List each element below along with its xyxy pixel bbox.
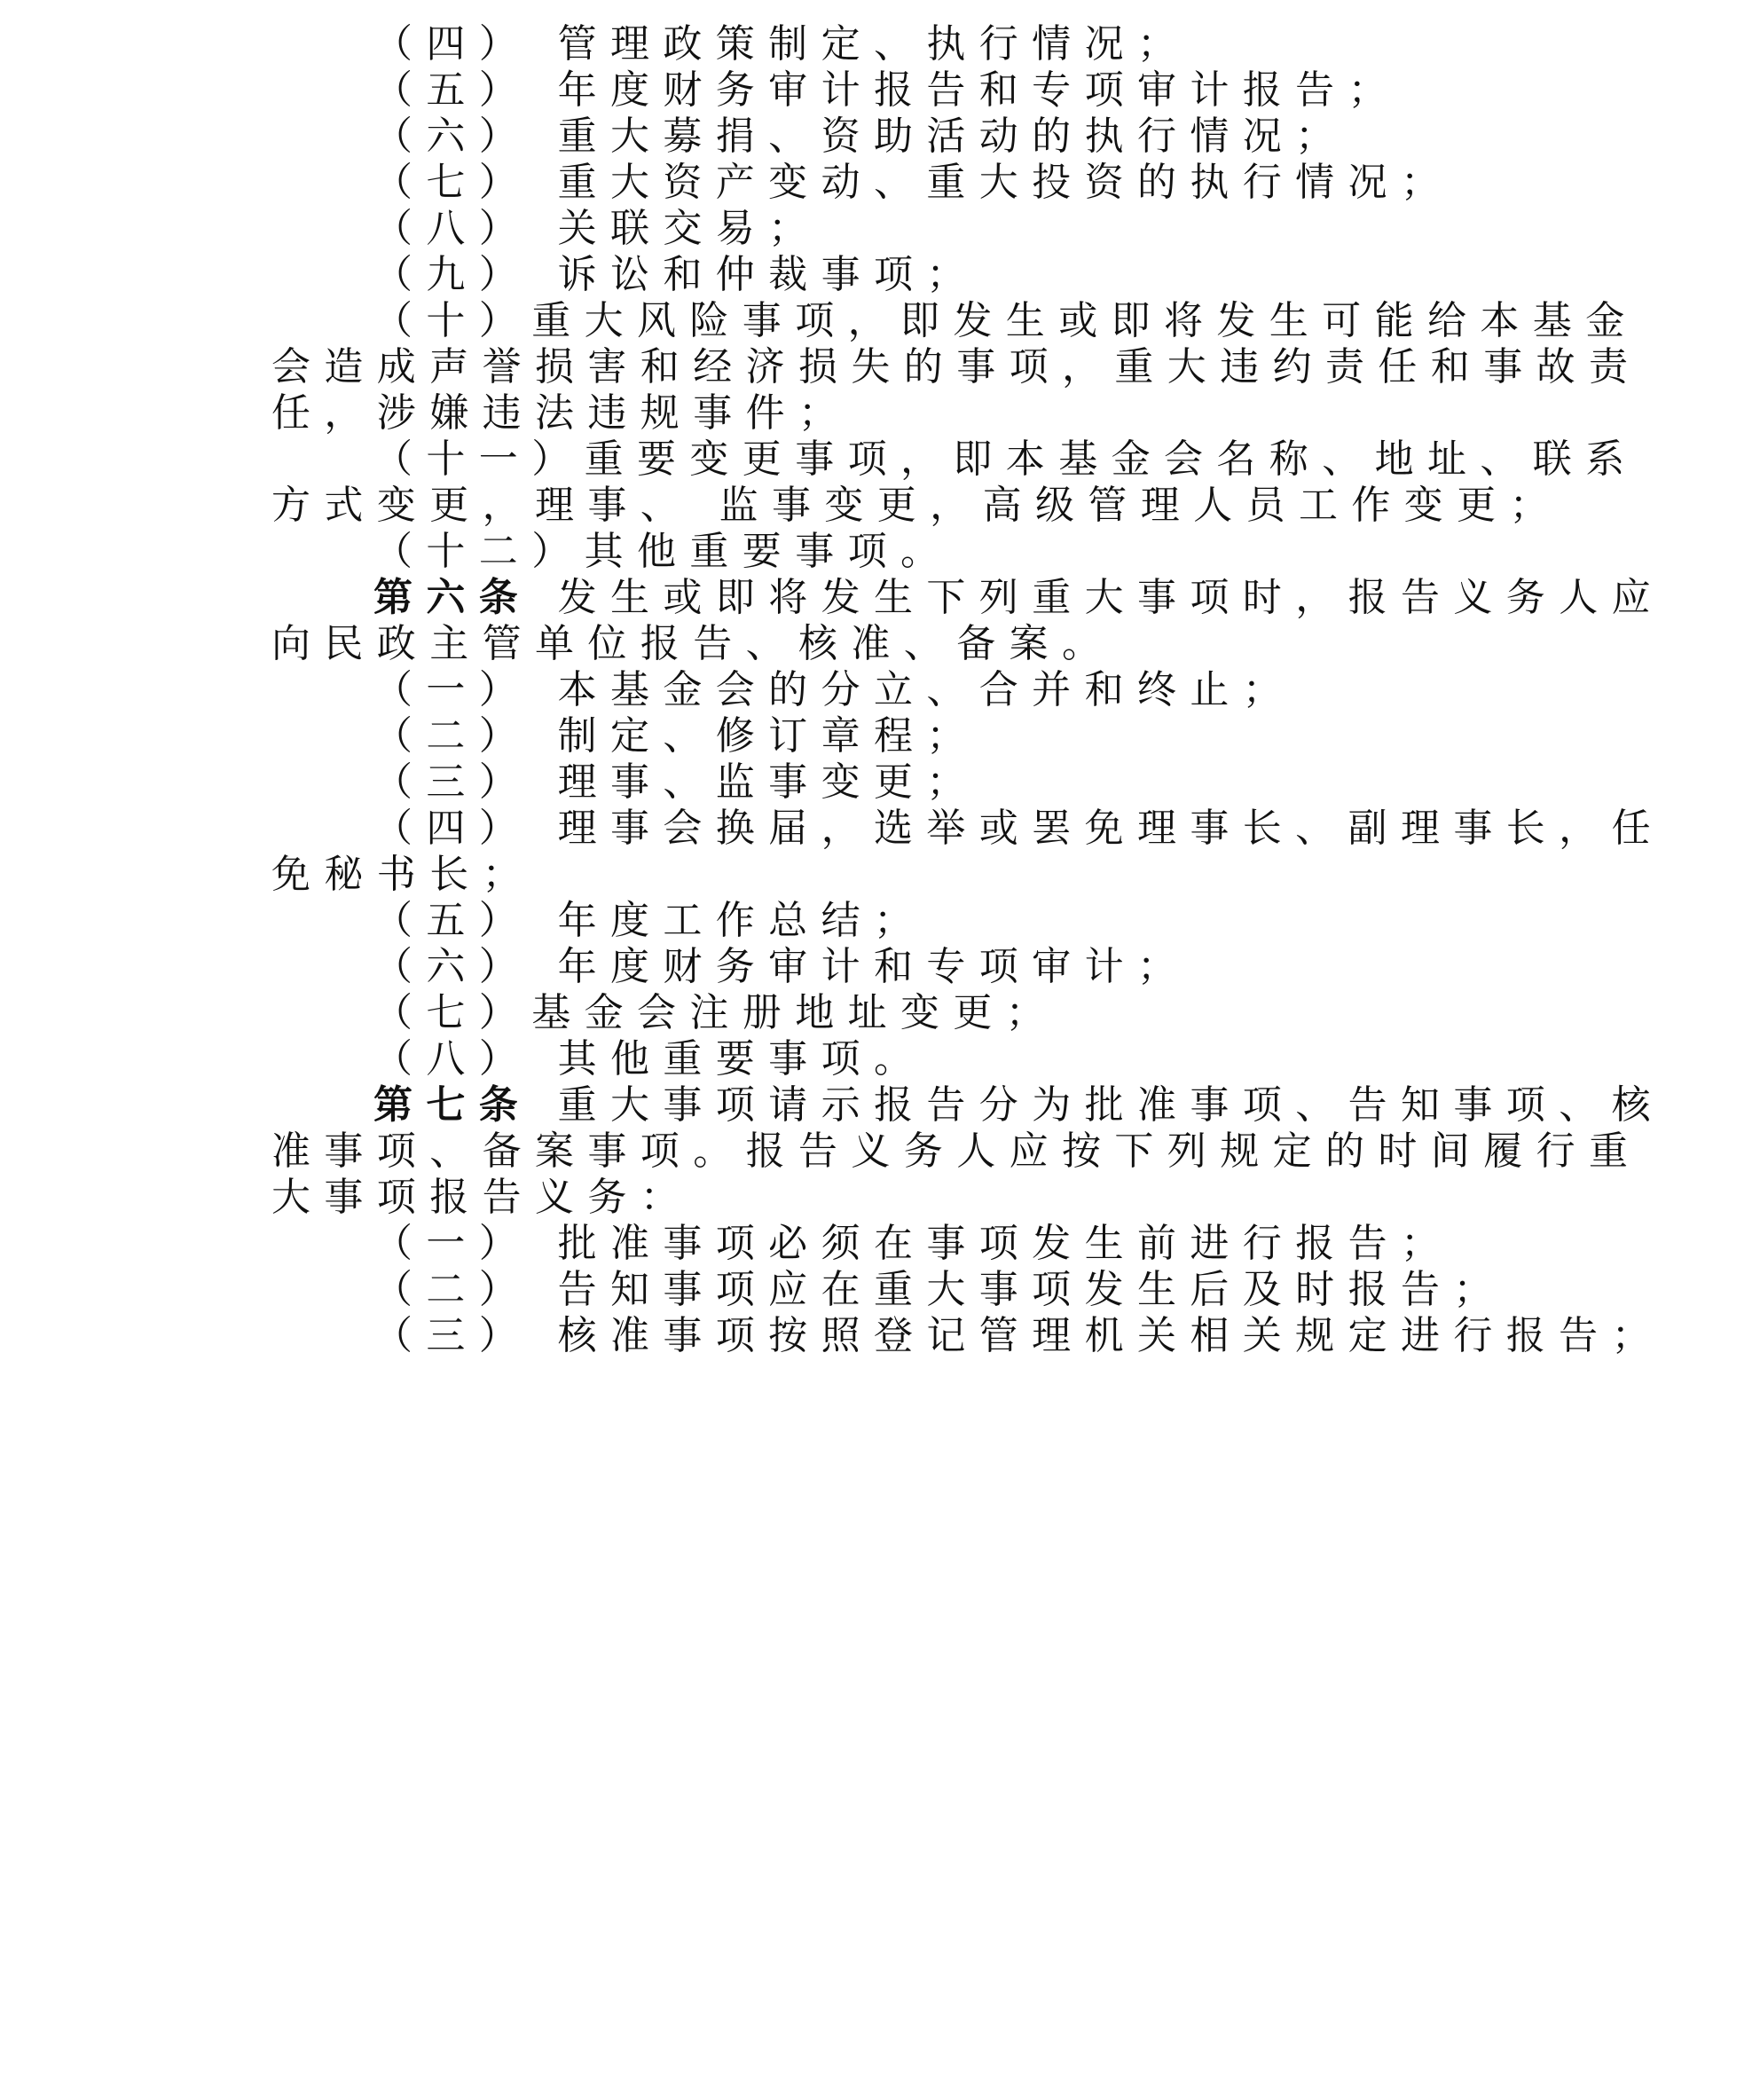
item-8-related-transactions: （八） 关联交易； [373,206,821,251]
item-10-risk-line-2: 会造成声誉损害和经济损失的事项，重大违约责任和事故责 [271,344,1642,389]
item-5-audit: （五） 年度财务审计报告和专项审计报告； [373,67,1401,113]
item-12-other: （十二）其他重要事项。 [373,529,954,574]
article-7-line-1 [373,1082,1664,1128]
a6-item-6: （六） 年度财务审计和专项审计； [373,944,1190,989]
article-6-line-2: 向民政主管单位报告、核准、备案。 [271,621,1115,666]
item-6-fundraising: （六） 重大募捐、资助活动的执行情况； [373,114,1348,159]
item-11-changes-line-2: 方式变更，理事、 监事变更，高级管理人员工作变更； [271,483,1562,528]
a6-item-7: （七）基金会注册地址变更； [373,990,1059,1035]
a6-item-1: （一） 本基金会的分立、合并和终止； [373,667,1296,712]
a7-item-2: （二） 告知事项应在重大事项发生后及时报告； [373,1267,1506,1312]
article-6-heading: 第六条 [373,575,532,620]
item-10-risk-line-1: （十）重大风险事项，即发生或即将发生可能给本基金 [373,298,1638,343]
a6-item-4-line-1: （四） 理事会换届，选举或罢免理事长、副理事长，任 [373,806,1664,851]
article-7-line-2: 准事项、备案事项。报告义务人应按下列规定的时间履行重 [271,1129,1642,1174]
item-11-changes-line-1: （十一）重要变更事项，即本基金会名称、地址、联系 [373,437,1638,482]
item-10-risk-line-3: 任，涉嫌违法违规事件； [271,390,852,436]
item-7-assets: （七） 重大资产变动、重大投资的执行情况； [373,160,1454,205]
a6-item-8: （八） 其他重要事项。 [373,1036,927,1081]
a6-item-3: （三） 理事、监事变更； [373,759,979,805]
article-7-line-3: 大事项报告义务： [271,1175,694,1220]
a7-item-1: （一） 批准事项必须在事项发生前进行报告； [373,1221,1454,1266]
article-6-line-1 [373,575,1664,620]
item-9-litigation: （九） 诉讼和仲裁事项； [373,252,979,297]
a6-item-4-line-2: 免秘书长； [271,852,535,897]
item-4-policy: （四） 管理政策制定、执行情况； [373,21,1190,67]
a7-item-3: （三） 核准事项按照登记管理机关相关规定进行报告； [373,1313,1664,1358]
article-7-heading: 第七条 [373,1082,532,1128]
a6-item-2: （二） 制定、修订章程； [373,713,979,759]
a6-item-5: （五） 年度工作总结； [373,898,927,943]
article-6-text: 发生或即将发生下列重大事项时，报告义务人应 [531,575,1664,620]
article-7-text: 重大事项请示报告分为批准事项、告知事项、核 [531,1082,1664,1128]
